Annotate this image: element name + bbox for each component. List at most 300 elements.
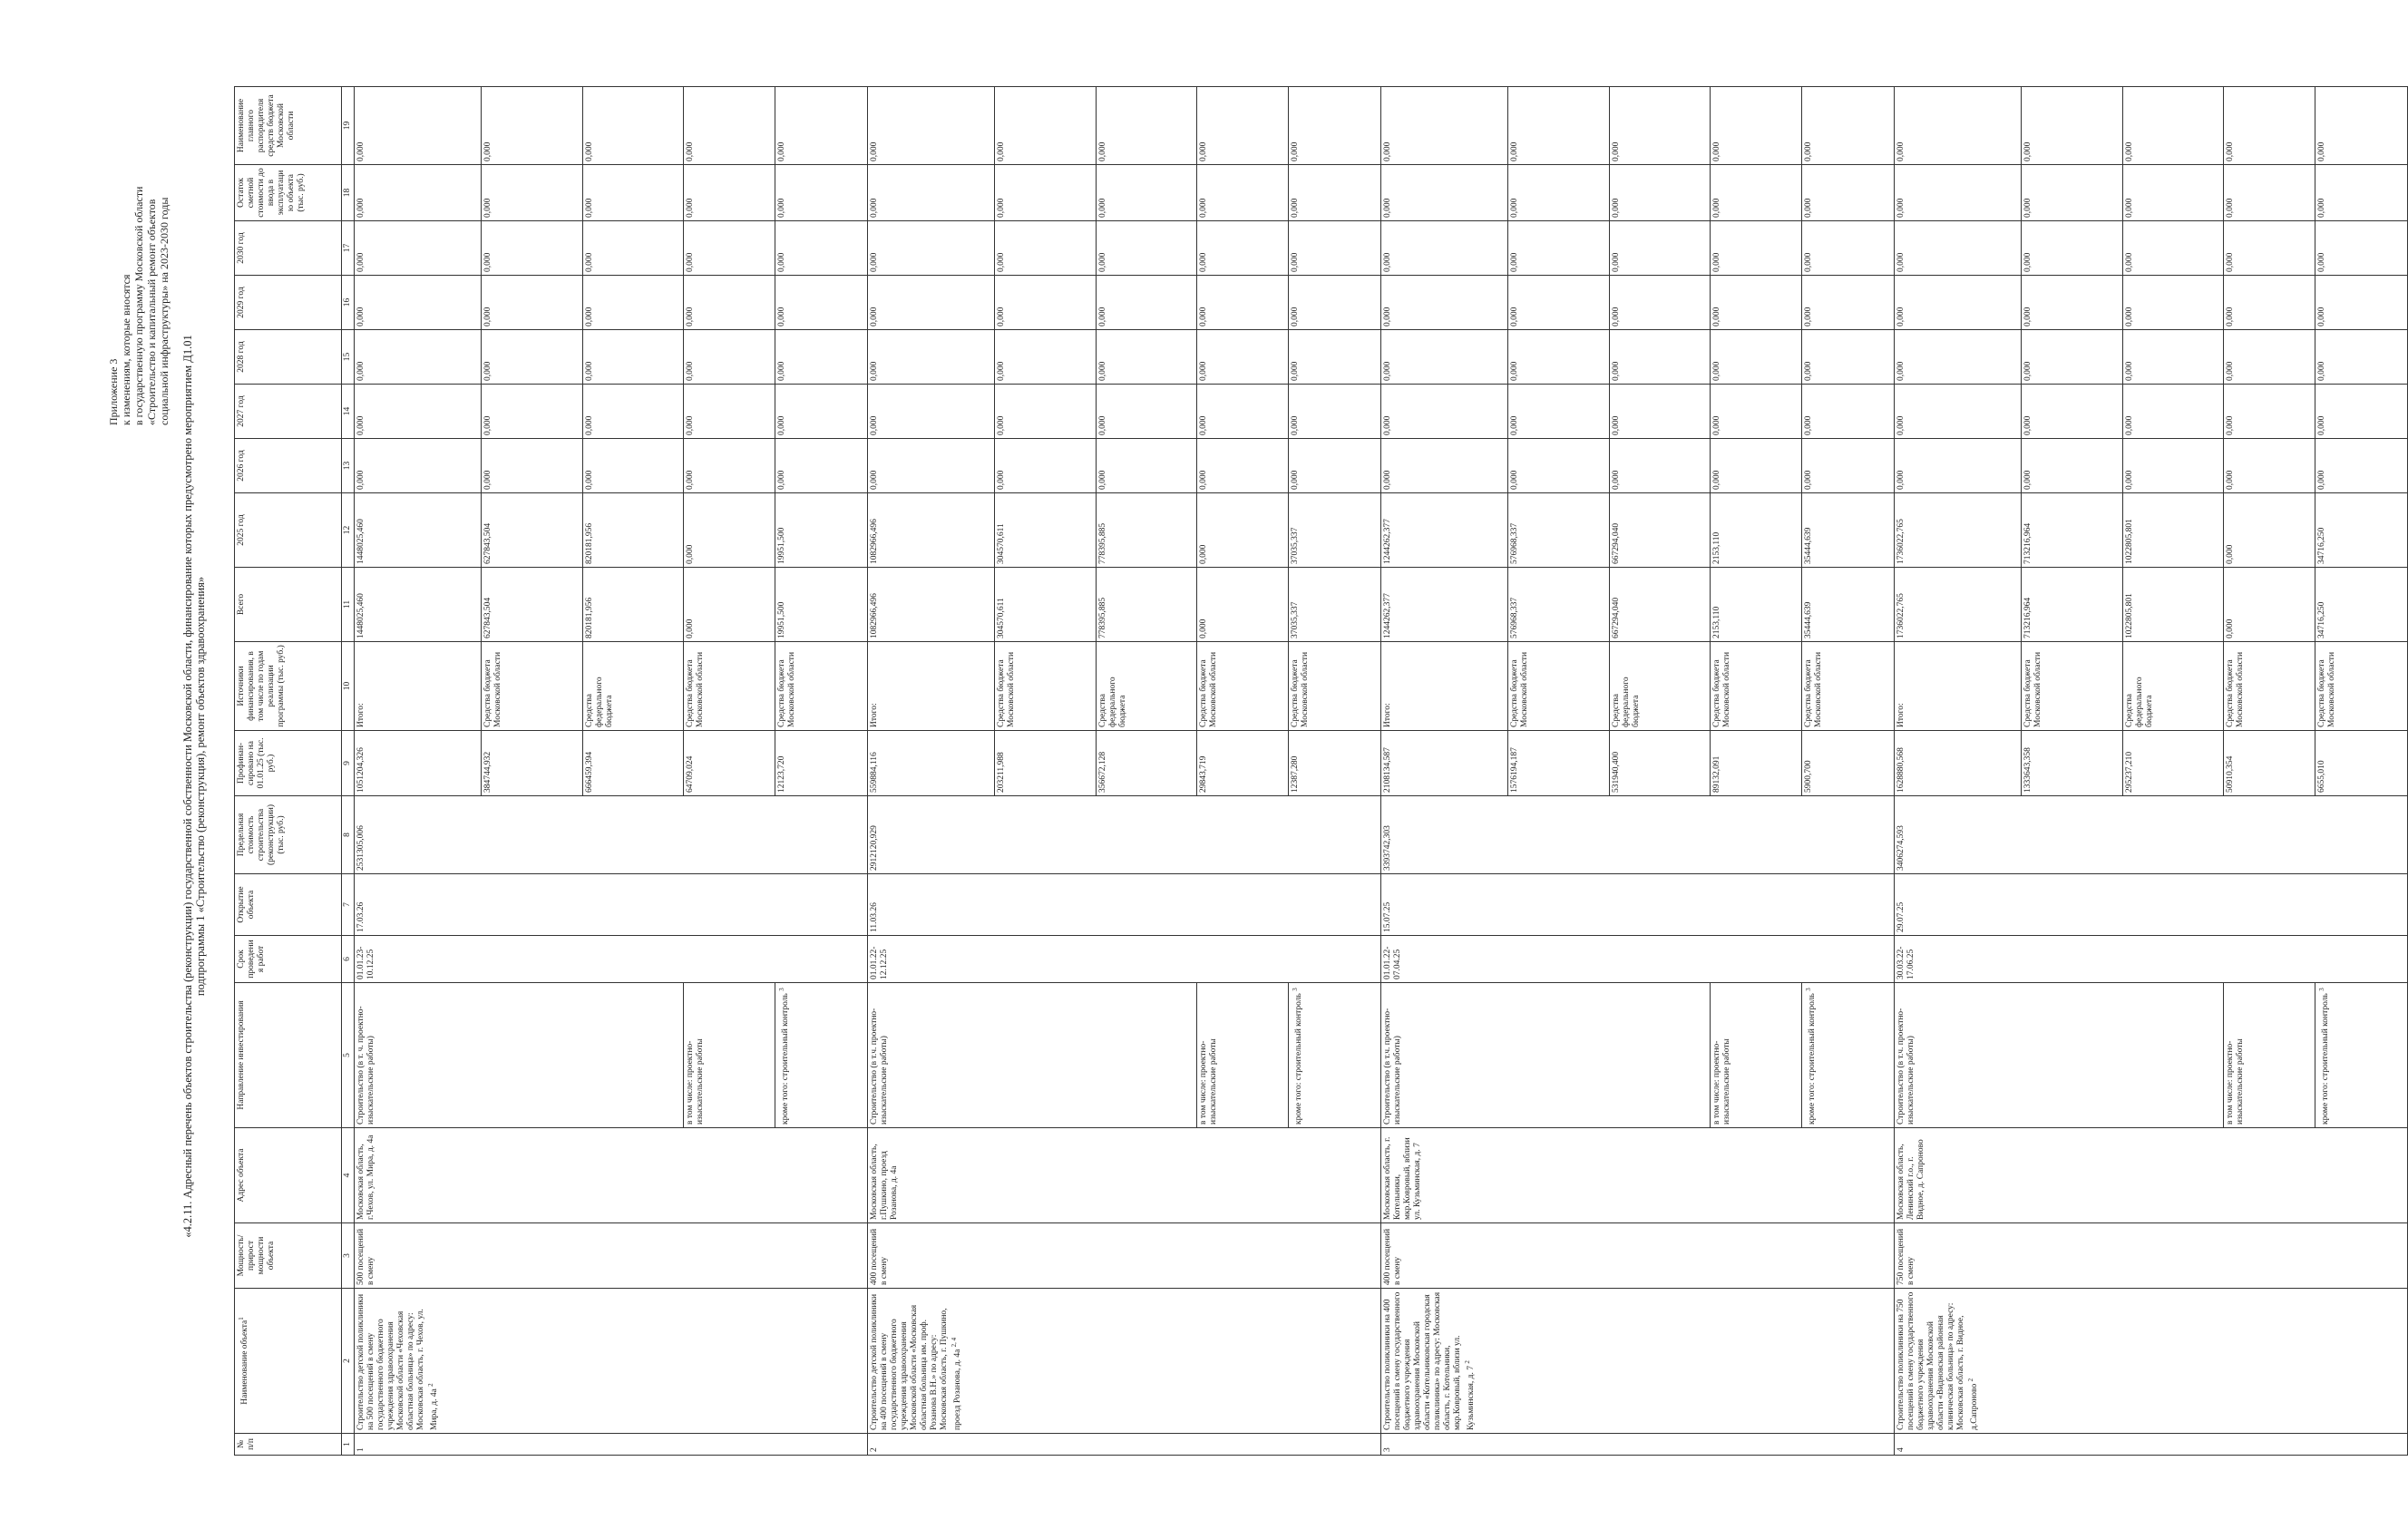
year-2025-amount: 0,000: [683, 493, 775, 568]
funded-amount: 384744,932: [482, 731, 582, 796]
year-amount: 0,000: [1381, 439, 1508, 493]
table-row: [868, 87, 995, 1456]
year-amount: 0,000: [355, 439, 482, 493]
table-row: [1895, 87, 2022, 1456]
total-amount: 1022805,801: [2122, 568, 2223, 642]
year-amount: 0,000: [1802, 330, 1895, 385]
year-amount: 0,000: [2315, 276, 2408, 330]
year-2025-amount: 34716,250: [2315, 493, 2408, 568]
year-amount: 0,000: [582, 165, 683, 221]
header-cell: Всего: [235, 568, 342, 642]
funded-amount: 1051204,326: [355, 731, 482, 796]
year-amount: 0,000: [1289, 330, 1381, 385]
year-amount: 0,000: [775, 276, 868, 330]
total-amount: 1448025,460: [355, 568, 482, 642]
year-amount: 0,000: [1609, 439, 1710, 493]
year-2025-amount: 1736022,765: [1895, 493, 2022, 568]
object-capacity: 400 посещений в смену: [868, 1223, 1381, 1289]
year-2025-amount: 576968,337: [1508, 493, 1609, 568]
year-2025-amount: 627843,504: [482, 493, 582, 568]
year-amount: 0,000: [1508, 330, 1609, 385]
funding-source: Средства бюджета Московской области: [1196, 642, 1289, 731]
header-cell: 2028 год: [235, 330, 342, 385]
year-2025-amount: 19951,500: [775, 493, 868, 568]
year-2025-amount: 0,000: [1196, 493, 1289, 568]
year-amount: 0,000: [868, 165, 995, 221]
header-cell: 2029 год: [235, 276, 342, 330]
object-name-text: Строительство поликлиники на 400 посещений в смену государственного бюджетного учреждения здравоохранения Московской области «Котельниковская городская поликлиника» по адресу: Московская область, г. Котельники, мкр.Ковровый, вблизи ул. Кузьминская, д. 7: [1383, 1291, 1477, 1430]
column-number: 19: [342, 87, 355, 165]
column-number: 14: [342, 385, 355, 439]
header-cell: Профинан-сировано на 01.01.25 (тыс. руб.): [235, 731, 342, 796]
year-amount: 0,000: [683, 439, 775, 493]
object-name-text: Строительство детской поликлиники на 500 посещений в смену государственного бюджетного учреждения здравоохранения Московской области «Чеховская областная больница» по адресу: Московская область, г. Чехов, ул. Мира, д. 4а: [356, 1293, 440, 1430]
year-amount: 0,000: [1609, 221, 1710, 276]
year-amount: 0,000: [2315, 221, 2408, 276]
year-amount: 0,000: [1895, 385, 2022, 439]
year-amount: 0,000: [2223, 221, 2315, 276]
funded-amount: 64709,024: [683, 731, 775, 796]
year-2025-amount: 2153,110: [1710, 493, 1802, 568]
total-amount: 0,000: [2223, 568, 2315, 642]
document-title: [181, 170, 207, 1403]
funded-amount: 5900,700: [1802, 731, 1895, 796]
total-amount: 0,000: [683, 568, 775, 642]
total-amount: 2153,110: [1710, 568, 1802, 642]
total-amount: 627843,504: [482, 568, 582, 642]
year-amount: 0,000: [1710, 276, 1802, 330]
year-amount: 0,000: [775, 385, 868, 439]
year-amount: 0,000: [2315, 330, 2408, 385]
remaining-cost: 0,000: [482, 87, 582, 165]
year-amount: 0,000: [582, 276, 683, 330]
header-cell: Направление инвестирования: [235, 983, 342, 1128]
investment-direction: [1802, 983, 1895, 1128]
investment-direction-text: кроме того: строительный контроль: [781, 993, 791, 1125]
remaining-cost: 0,000: [582, 87, 683, 165]
column-number: 11: [342, 568, 355, 642]
year-amount: 0,000: [2122, 221, 2223, 276]
funding-source: Итого:: [355, 642, 482, 731]
funding-source: Средства бюджета Московской области: [1802, 642, 1895, 731]
footnote-ref: 2, 4: [951, 1337, 958, 1348]
year-amount: 0,000: [2122, 165, 2223, 221]
funding-source: Средства бюджета Московской области: [1710, 642, 1802, 731]
year-amount: 0,000: [683, 165, 775, 221]
total-amount: 34716,250: [2315, 568, 2408, 642]
year-amount: 0,000: [1289, 276, 1381, 330]
investment-direction-text: кроме того: строительный контроль: [2321, 993, 2331, 1125]
year-amount: 0,000: [355, 221, 482, 276]
column-number: 6: [342, 936, 355, 983]
remaining-cost: 0,000: [1802, 87, 1895, 165]
year-2025-amount: 667294,040: [1609, 493, 1710, 568]
funded-amount: 2108134,587: [1381, 731, 1508, 796]
year-amount: 0,000: [1289, 165, 1381, 221]
funded-amount: 531940,400: [1609, 731, 1710, 796]
remaining-cost: 0,000: [1289, 87, 1381, 165]
header-cell: Источники финансирования, в том числе по годам реализации программы (тыс. руб.): [235, 642, 342, 731]
year-2025-amount: 1448025,460: [355, 493, 482, 568]
year-amount: 0,000: [1096, 221, 1196, 276]
table-row: [1381, 87, 1508, 1456]
year-2025-amount: 778395,885: [1096, 493, 1196, 568]
investment-direction: [775, 983, 868, 1128]
footnote-ref: 2: [1464, 1360, 1471, 1364]
column-number: 17: [342, 221, 355, 276]
year-amount: 0,000: [995, 385, 1096, 439]
investment-direction: [2223, 983, 2315, 1128]
investment-direction: [1710, 983, 1802, 1128]
investment-direction: Строительство (в т.ч. проектно-изыскательские работы): [868, 983, 1197, 1128]
year-amount: 0,000: [2022, 165, 2122, 221]
investment-direction-text: в том числе: проектно-изыскательские работы: [1198, 1038, 1218, 1125]
column-number: 1: [342, 1434, 355, 1456]
funding-source: Средства бюджета Московской области: [2022, 642, 2122, 731]
year-amount: 0,000: [2022, 330, 2122, 385]
column-number: 13: [342, 439, 355, 493]
year-amount: 0,000: [2315, 165, 2408, 221]
year-amount: 0,000: [868, 276, 995, 330]
object-address: Московская область, г.Чехов, ул. Мира, д. 4а: [355, 1128, 868, 1223]
footnote-ref: 2: [427, 1383, 434, 1387]
investment-direction-text: в том числе: проектно-изыскательские работы: [685, 1038, 705, 1125]
year-amount: 0,000: [868, 385, 995, 439]
column-number: 10: [342, 642, 355, 731]
footnote-ref: 2: [1967, 1378, 1974, 1382]
funding-source: Средства бюджета Московской области: [2315, 642, 2408, 731]
header-cell: 2027 год: [235, 385, 342, 439]
year-2025-amount: 713216,964: [2022, 493, 2122, 568]
appendix-line: к изменениям, которые вносятся: [120, 274, 132, 425]
year-amount: 0,000: [1609, 330, 1710, 385]
year-amount: 0,000: [2022, 276, 2122, 330]
column-number: 15: [342, 330, 355, 385]
funded-amount: 12387,280: [1289, 731, 1381, 796]
remaining-cost: 0,000: [1609, 87, 1710, 165]
funded-amount: 50910,354: [2223, 731, 2315, 796]
opening-date: 11.03.26: [868, 874, 1381, 936]
column-number-row: [342, 87, 355, 1456]
object-name: [1895, 1289, 2408, 1434]
year-amount: 0,000: [775, 439, 868, 493]
year-amount: 0,000: [1381, 330, 1508, 385]
row-number: 1: [355, 1434, 868, 1456]
year-amount: 0,000: [2022, 221, 2122, 276]
funding-source: Итого:: [1381, 642, 1508, 731]
remaining-cost: 0,000: [775, 87, 868, 165]
total-amount: 37035,337: [1289, 568, 1381, 642]
year-amount: 0,000: [1710, 439, 1802, 493]
year-amount: 0,000: [1895, 439, 2022, 493]
year-amount: 0,000: [1289, 439, 1381, 493]
year-amount: 0,000: [1895, 165, 2022, 221]
column-number: 4: [342, 1128, 355, 1223]
header-cell: Наименование главного распорядителя средств бюджета Московской области: [235, 87, 342, 165]
column-number: 8: [342, 796, 355, 874]
column-number: 18: [342, 165, 355, 221]
year-amount: 0,000: [355, 165, 482, 221]
year-amount: 0,000: [868, 330, 995, 385]
year-amount: 0,000: [775, 165, 868, 221]
object-capacity: 500 посещений в смену: [355, 1223, 868, 1289]
year-amount: 0,000: [482, 439, 582, 493]
total-amount: 1244262,377: [1381, 568, 1508, 642]
work-term: 01.01.22-07.04.25: [1381, 936, 1895, 983]
appendix-line: социальной инфраструктуры» на 2023-2030 годы: [158, 197, 171, 425]
opening-date: 29.07.25: [1895, 874, 2408, 936]
year-amount: 0,000: [1196, 330, 1289, 385]
column-number: 9: [342, 731, 355, 796]
year-amount: 0,000: [1508, 221, 1609, 276]
table-row: [355, 87, 482, 1456]
investment-direction-text: кроме того: строительный контроль: [1808, 993, 1818, 1125]
address-list-table: [234, 86, 2408, 1456]
year-amount: 0,000: [683, 276, 775, 330]
year-amount: 0,000: [582, 330, 683, 385]
total-amount: 820181,956: [582, 568, 683, 642]
investment-direction: Строительство (в т.ч. проектно-изыскательские работы): [1895, 983, 2224, 1128]
appendix-header: [107, 26, 171, 425]
cost-limit: 2912120,929: [868, 796, 1381, 874]
year-amount: 0,000: [995, 276, 1096, 330]
year-2025-amount: 1022805,801: [2122, 493, 2223, 568]
header-cell: Остаток сметной стоимости до ввода в эксплуатацию объекта (тыс. руб.): [235, 165, 342, 221]
remaining-cost: 0,000: [355, 87, 482, 165]
year-amount: 0,000: [2122, 330, 2223, 385]
year-amount: 0,000: [2315, 439, 2408, 493]
year-amount: 0,000: [355, 276, 482, 330]
year-2025-amount: 0,000: [2223, 493, 2315, 568]
title-line: «4.2.11. Адресный перечень объектов строительства (реконструкции) государственной собственности Московской области, финансирование которых предусмотрено мероприятием Д1.01: [181, 335, 194, 1238]
funded-amount: 1333643,358: [2022, 731, 2122, 796]
total-amount: 778395,885: [1096, 568, 1196, 642]
year-amount: 0,000: [868, 439, 995, 493]
year-amount: 0,000: [2122, 385, 2223, 439]
header-cell: 2025 год: [235, 493, 342, 568]
year-2025-amount: 37035,337: [1289, 493, 1381, 568]
year-amount: 0,000: [1609, 165, 1710, 221]
funding-source: Средства бюджета Московской области: [683, 642, 775, 731]
funded-amount: 356672,128: [1096, 731, 1196, 796]
investment-direction: Строительство (в т. ч. проектно-изыскательские работы): [355, 983, 684, 1128]
column-number: 3: [342, 1223, 355, 1289]
object-address: Московская область, Ленинский г.о., г. Видное, д. Сапроново: [1895, 1128, 2408, 1223]
table-body: [355, 87, 2408, 1456]
work-term: 01.01.23-10.12.25: [355, 936, 868, 983]
column-number: 16: [342, 276, 355, 330]
header-cell: Адрес объекта: [235, 1128, 342, 1223]
year-amount: 0,000: [1895, 330, 2022, 385]
funded-amount: 89132,091: [1710, 731, 1802, 796]
total-amount: 1082966,496: [868, 568, 995, 642]
title-line: подпрограммы 1 «Строительство (реконструкция), ремонт объектов здравоохранения»: [194, 576, 207, 997]
cost-limit: 3393742,303: [1381, 796, 1895, 874]
year-amount: 0,000: [1609, 276, 1710, 330]
year-amount: 0,000: [2022, 439, 2122, 493]
year-amount: 0,000: [1895, 221, 2022, 276]
year-amount: 0,000: [1381, 165, 1508, 221]
year-2025-amount: 1082966,496: [868, 493, 995, 568]
total-amount: 19951,500: [775, 568, 868, 642]
header-cell: Открытие объекта: [235, 874, 342, 936]
funded-amount: 559884,116: [868, 731, 995, 796]
total-amount: 35444,639: [1802, 568, 1895, 642]
remaining-cost: 0,000: [1096, 87, 1196, 165]
year-amount: 0,000: [1289, 385, 1381, 439]
remaining-cost: 0,000: [683, 87, 775, 165]
year-amount: 0,000: [2022, 385, 2122, 439]
year-amount: 0,000: [995, 221, 1096, 276]
object-name: [355, 1289, 868, 1434]
year-amount: 0,000: [1802, 385, 1895, 439]
year-amount: 0,000: [775, 221, 868, 276]
appendix-line: Приложение 3: [107, 358, 120, 425]
column-number: 7: [342, 874, 355, 936]
footnote-ref: 3: [2318, 988, 2326, 991]
remaining-cost: 0,000: [1196, 87, 1289, 165]
year-amount: 0,000: [1289, 221, 1381, 276]
funded-amount: 6655,010: [2315, 731, 2408, 796]
year-amount: 0,000: [1710, 330, 1802, 385]
cost-limit: 3406274,593: [1895, 796, 2408, 874]
funding-source: Средства федерального бюджета: [582, 642, 683, 731]
column-number: 2: [342, 1289, 355, 1434]
header-row: [235, 87, 342, 1456]
cost-limit: 2531305,006: [355, 796, 868, 874]
funding-source: Средства федерального бюджета: [1096, 642, 1196, 731]
funding-source: Средства бюджета Московской области: [482, 642, 582, 731]
year-amount: 0,000: [995, 330, 1096, 385]
funding-source: Средства федерального бюджета: [2122, 642, 2223, 731]
investment-direction: [2315, 983, 2408, 1128]
year-amount: 0,000: [1508, 276, 1609, 330]
year-amount: 0,000: [1609, 385, 1710, 439]
year-amount: 0,000: [1096, 330, 1196, 385]
investment-direction: [1196, 983, 1289, 1128]
remaining-cost: 0,000: [868, 87, 995, 165]
header-cell: Срок проведения работ: [235, 936, 342, 983]
opening-date: 15.07.25: [1381, 874, 1895, 936]
year-2025-amount: 820181,956: [582, 493, 683, 568]
year-amount: 0,000: [1802, 221, 1895, 276]
year-amount: 0,000: [1196, 276, 1289, 330]
footnote-ref: 3: [1292, 988, 1300, 991]
funding-source: Средства федерального бюджета: [1609, 642, 1710, 731]
total-amount: 667294,040: [1609, 568, 1710, 642]
work-term: 30.03.22-17.06.25: [1895, 936, 2408, 983]
year-amount: 0,000: [1196, 221, 1289, 276]
year-amount: 0,000: [995, 165, 1096, 221]
appendix-line: в государственную программу Московской области: [132, 186, 145, 425]
year-amount: 0,000: [582, 385, 683, 439]
remaining-cost: 0,000: [2315, 87, 2408, 165]
remaining-cost: 0,000: [995, 87, 1096, 165]
work-term: 01.01.22-12.12.25: [868, 936, 1381, 983]
object-name: [1381, 1289, 1895, 1434]
year-amount: 0,000: [1096, 276, 1196, 330]
footnote-ref: 1: [238, 1317, 245, 1320]
object-address: Московская область, г. Котельники, мкр.Ковровый, вблизи ул. Кузьминская, д. 7: [1381, 1128, 1895, 1223]
remaining-cost: 0,000: [2022, 87, 2122, 165]
investment-direction: Строительство (в т.ч. проектно-изыскательские работы): [1381, 983, 1711, 1128]
funded-amount: 295237,210: [2122, 731, 2223, 796]
header-text: Наименование объекта: [240, 1320, 250, 1405]
object-capacity: 400 посещений в смену: [1381, 1223, 1895, 1289]
funded-amount: 12123,720: [775, 731, 868, 796]
row-number: 2: [868, 1434, 1381, 1456]
year-amount: 0,000: [482, 276, 582, 330]
year-amount: 0,000: [1710, 165, 1802, 221]
investment-direction-text: в том числе: проектно-изыскательские работы: [1711, 1038, 1731, 1125]
year-amount: 0,000: [2223, 330, 2315, 385]
appendix-line: «Строительство и капитальный ремонт объектов: [145, 199, 158, 425]
remaining-cost: 0,000: [1710, 87, 1802, 165]
year-2025-amount: 1244262,377: [1381, 493, 1508, 568]
header-cell: 2026 год: [235, 439, 342, 493]
funding-source: Средства бюджета Московской области: [1289, 642, 1381, 731]
object-capacity: 750 посещений в смену: [1895, 1223, 2408, 1289]
year-amount: 0,000: [1710, 221, 1802, 276]
investment-direction-text: кроме того: строительный контроль: [1294, 993, 1304, 1125]
year-amount: 0,000: [1381, 276, 1508, 330]
year-amount: 0,000: [582, 221, 683, 276]
year-amount: 0,000: [1096, 439, 1196, 493]
year-amount: 0,000: [2122, 439, 2223, 493]
remaining-cost: 0,000: [2122, 87, 2223, 165]
funded-amount: 203211,988: [995, 731, 1096, 796]
year-amount: 0,000: [1710, 385, 1802, 439]
year-2025-amount: 304570,611: [995, 493, 1096, 568]
total-amount: 0,000: [1196, 568, 1289, 642]
funded-amount: 666459,394: [582, 731, 683, 796]
row-number: 4: [1895, 1434, 2408, 1456]
funded-amount: 1628880,568: [1895, 731, 2022, 796]
object-address: Московская область, г.Пушкино, проезд Розанова, д. 4а: [868, 1128, 1381, 1223]
year-amount: 0,000: [2223, 276, 2315, 330]
year-amount: 0,000: [1381, 385, 1508, 439]
year-amount: 0,000: [2223, 385, 2315, 439]
year-amount: 0,000: [1802, 276, 1895, 330]
year-amount: 0,000: [1895, 276, 2022, 330]
funding-source: Средства бюджета Московской области: [995, 642, 1096, 731]
total-amount: 713216,964: [2022, 568, 2122, 642]
funded-amount: 29843,719: [1196, 731, 1289, 796]
opening-date: 17.03.26: [355, 874, 868, 936]
year-amount: 0,000: [482, 385, 582, 439]
header-cell: 2030 год: [235, 221, 342, 276]
funding-source: Итого:: [868, 642, 995, 731]
year-amount: 0,000: [1802, 165, 1895, 221]
remaining-cost: 0,000: [1381, 87, 1508, 165]
header-cell: № п/п: [235, 1434, 342, 1456]
year-amount: 0,000: [482, 221, 582, 276]
object-name-text: Строительство поликлиники на 750 посещений в смену государственного бюджетного учреждения здравоохранения Московской области «Видновская районная клиническая больница» по адресу: Московская область, г. Видное, д.Сапроново: [1896, 1291, 1980, 1430]
total-amount: 1736022,765: [1895, 568, 2022, 642]
year-amount: 0,000: [2122, 276, 2223, 330]
investment-direction: [1289, 983, 1381, 1128]
year-amount: 0,000: [582, 439, 683, 493]
year-amount: 0,000: [355, 330, 482, 385]
funding-source: Средства бюджета Московской области: [1508, 642, 1609, 731]
year-amount: 0,000: [1096, 165, 1196, 221]
year-amount: 0,000: [2223, 165, 2315, 221]
year-2025-amount: 35444,639: [1802, 493, 1895, 568]
footnote-ref: 3: [1805, 988, 1813, 991]
year-amount: 0,000: [1802, 439, 1895, 493]
year-amount: 0,000: [1508, 165, 1609, 221]
year-amount: 0,000: [1508, 385, 1609, 439]
